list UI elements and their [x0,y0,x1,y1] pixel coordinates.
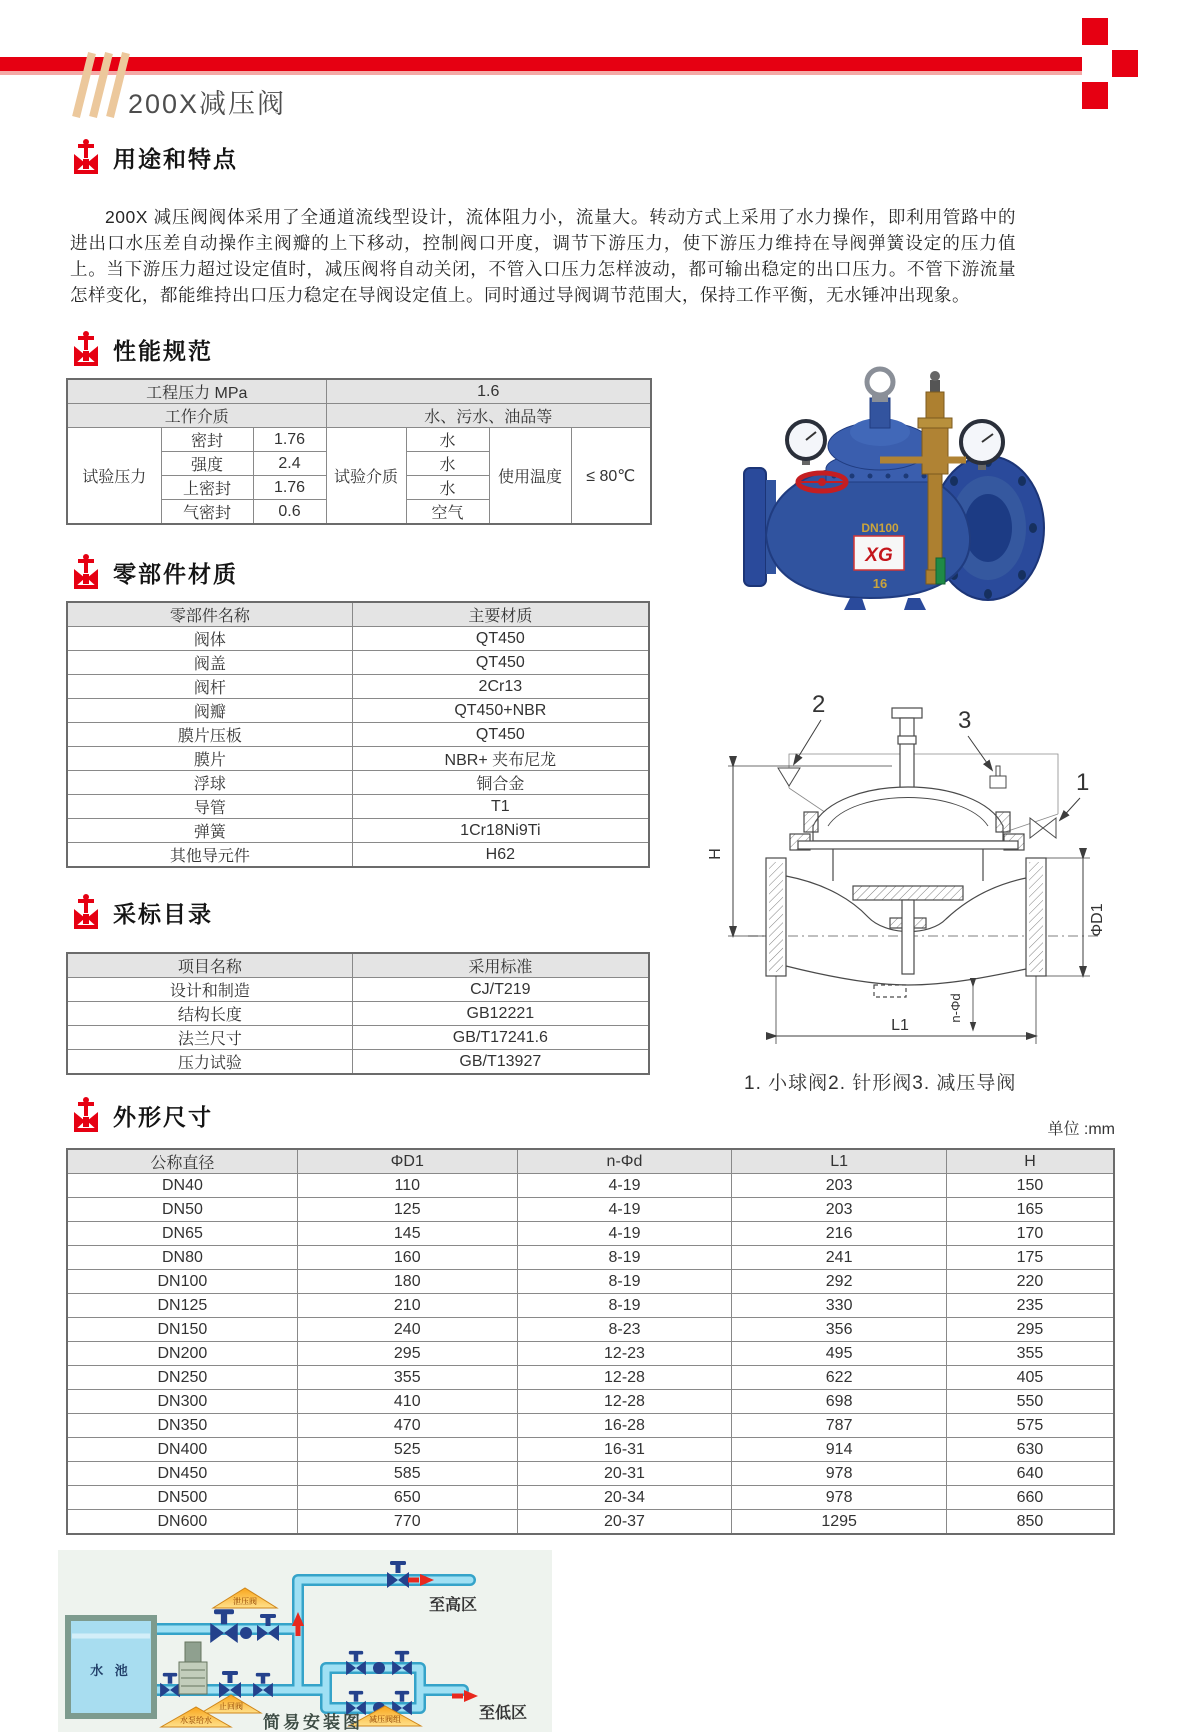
table-cell: 145 [297,1222,517,1246]
table-cell: 575 [946,1414,1114,1438]
table-cell: DN250 [67,1366,297,1390]
installation-caption: 简易安装图 [263,1713,363,1732]
drain-handle [936,558,945,584]
table-cell: 水 [406,428,489,452]
table-cell: 1.76 [253,428,326,452]
table-cell: 20-34 [517,1486,732,1510]
table-cell: DN500 [67,1486,297,1510]
section-dimensions-heading [72,1096,213,1134]
valve-icon [72,893,100,931]
table-cell: 4-19 [517,1222,732,1246]
foot [904,598,926,610]
table-cell: 170 [946,1222,1114,1246]
table-cell: 216 [732,1222,947,1246]
section-performance-heading [72,330,213,368]
table-cell: 295 [946,1318,1114,1342]
table-cell: GB12221 [352,1002,649,1026]
table-row [67,953,649,978]
table-row [67,1198,1114,1222]
table-cell: 650 [297,1486,517,1510]
table-cell: 8-23 [517,1318,732,1342]
table-cell: 165 [946,1198,1114,1222]
table-row [67,1510,1114,1535]
table-row [67,1050,649,1075]
table-cell: ≤ 80℃ [571,428,651,525]
table-cell: DN65 [67,1222,297,1246]
dim-l1: L1 [891,1017,909,1034]
callout-1: 1 [1076,769,1090,796]
table-cell: 110 [297,1174,517,1198]
table-cell: 20-31 [517,1462,732,1486]
table-row [67,747,649,771]
table-cell: 1295 [732,1510,947,1535]
table-cell: 978 [732,1486,947,1510]
to-low-zone-label: 至低区 [478,1705,528,1722]
dim-nd: n-Φd [948,993,963,1023]
table-cell: 8-19 [517,1294,732,1318]
table-cell: 241 [732,1246,947,1270]
table-cell: 640 [946,1462,1114,1486]
table-cell: 355 [946,1342,1114,1366]
column-header: 采用标准 [352,953,649,978]
table-cell: 使用温度 [489,428,571,525]
page-title: 200X减压阀 [128,89,287,119]
table-cell: 150 [946,1174,1114,1198]
table-cell: 203 [732,1174,947,1198]
flag-prv-group: 减压阀组 [369,1715,401,1724]
table-cell: 密封 [161,428,253,452]
column-header: 公称直径 [67,1149,297,1174]
table-cell: 175 [946,1246,1114,1270]
dim-d1: ΦD1 [1089,903,1106,937]
table-cell: DN150 [67,1318,297,1342]
table-cell: 330 [732,1294,947,1318]
table-cell: 0.6 [253,500,326,525]
table-cell: 试验压力 [67,428,161,525]
table-cell: 356 [732,1318,947,1342]
table-cell: 410 [297,1390,517,1414]
table-cell: 工作介质 [67,404,326,428]
table-row [67,978,649,1002]
valve-icon [72,138,100,176]
table-cell: CJ/T219 [352,978,649,1002]
table-row [67,1246,1114,1270]
table-row [67,1294,1114,1318]
table-row [67,404,651,428]
table-cell: 压力试验 [67,1050,352,1075]
table-row [67,1366,1114,1390]
table-cell: 525 [297,1438,517,1462]
logo-text: XG [865,545,893,566]
table-cell: DN200 [67,1342,297,1366]
table-cell: QT450 [352,723,649,747]
table-cell: 8-19 [517,1246,732,1270]
table-cell: 220 [946,1270,1114,1294]
table-cell: QT450 [352,651,649,675]
callout-2: 2 [812,691,826,718]
table-cell: 1.6 [326,379,651,404]
valve-cross-section [748,708,1098,997]
table-cell: 膜片 [67,747,352,771]
table-cell: 设计和制造 [67,978,352,1002]
table-cell: 试验介质 [326,428,406,525]
section-title: 零部件材质 [113,560,238,587]
photo-pn-label: 16 [872,576,888,591]
table-cell: 355 [297,1366,517,1390]
unit-note: 单位 :mm [1047,1121,1115,1138]
table-row [67,1270,1114,1294]
table-cell: DN50 [67,1198,297,1222]
table-cell: 上密封 [161,476,253,500]
section-materials-heading [72,553,238,591]
left-flange [744,468,766,586]
table-cell: 阀体 [67,627,352,651]
column-header: ΦD1 [297,1149,517,1174]
table-cell: NBR+ 夹布尼龙 [352,747,649,771]
table-cell: 850 [946,1510,1114,1535]
table-row [67,1438,1114,1462]
table-cell: 787 [732,1414,947,1438]
tank-label: 水 池 [90,1663,132,1678]
section-title: 用途和特点 [113,145,238,172]
table-cell: DN350 [67,1414,297,1438]
table-cell: 2Cr13 [352,675,649,699]
table-cell: T1 [352,795,649,819]
table-row [67,1174,1114,1198]
table-cell: H62 [352,843,649,868]
table-cell: 强度 [161,452,253,476]
table-cell: QT450+NBR [352,699,649,723]
table-cell: 240 [297,1318,517,1342]
flag-check-valve: 止回阀 [219,1702,243,1711]
table-row [67,627,649,651]
table-cell: 495 [732,1342,947,1366]
table-cell: 阀盖 [67,651,352,675]
column-header: L1 [732,1149,947,1174]
table-cell: 水、污水、油品等 [326,404,651,428]
column-header: 项目名称 [67,953,352,978]
table-cell: 8-19 [517,1270,732,1294]
table-cell: 660 [946,1486,1114,1510]
section-purpose-heading [72,138,238,176]
table-row [67,1149,1114,1174]
header-red-bar [0,57,1082,71]
header-red-bar-shadow [0,71,1082,75]
table-row [67,1026,649,1050]
table-cell: 空气 [406,500,489,525]
table-row [67,843,649,868]
table-row [67,771,649,795]
table-cell: DN300 [67,1390,297,1414]
table-row [67,1222,1114,1246]
table-cell: DN450 [67,1462,297,1486]
callout-3: 3 [958,707,972,734]
table-cell: 浮球 [67,771,352,795]
table-cell: DN400 [67,1438,297,1462]
table-row [67,795,649,819]
column-header: 主要材质 [352,602,649,627]
section-title: 外形尺寸 [113,1103,213,1130]
table-row [67,699,649,723]
table-cell: 180 [297,1270,517,1294]
foot [844,598,866,610]
top-neck [870,398,890,428]
purpose-paragraph: 200X 减压阀阀体采用了全通道流线型设计，流体阻力小，流量大。转动方式上采用了水力操作，即利用管路中的进出口水压差自动操作主阀瓣的上下移动，控制阀口开度，调节下游压力，使下游压力维持在导阀弹簧设定的压力值上。当下游压力超过设定值时，减压阀将自动关闭，不管入口压力怎样波动，都可输出稳定的出口压力。不管下游流量怎样变化，都能维持出口压力稳定在导阀设定值上。同时通过导阀调节范围大，保持工作平衡，无水锤冲出现象。 [70,206,1016,305]
table-cell: 导管 [67,795,352,819]
table-cell: 水 [406,452,489,476]
table-cell: 阀瓣 [67,699,352,723]
table-cell: 水 [406,476,489,500]
dimensions-table [66,1148,1115,1535]
installation-diagram [58,1550,552,1732]
product-photo [730,340,1050,610]
section-standards-heading [72,893,213,931]
section-title: 采标目录 [113,900,213,927]
table-cell: 4-19 [517,1174,732,1198]
table-cell: 295 [297,1342,517,1366]
table-row [67,1486,1114,1510]
materials-table [66,601,650,868]
table-cell: 16-28 [517,1414,732,1438]
valve-icon [72,330,100,368]
table-cell: 16-31 [517,1438,732,1462]
table-cell: QT450 [352,627,649,651]
dim-h: H [707,848,724,860]
table-cell: 其他导元件 [67,843,352,868]
section-title: 性能规范 [113,337,213,364]
table-cell: DN80 [67,1246,297,1270]
table-cell: 弹簧 [67,819,352,843]
flag-relief-valve: 泄压阀 [233,1597,257,1606]
table-row [67,428,651,452]
table-cell: 2.4 [253,452,326,476]
table-row [67,651,649,675]
table-cell: DN40 [67,1174,297,1198]
table-cell: 结构长度 [67,1002,352,1026]
table-cell: GB/T17241.6 [352,1026,649,1050]
table-cell: 1Cr18Ni9Ti [352,819,649,843]
flag-pump: 水泵给水 [180,1716,212,1725]
table-cell: 铜合金 [352,771,649,795]
pressure-gauge-left [787,421,825,465]
column-header: H [946,1149,1114,1174]
table-cell: 770 [297,1510,517,1535]
table-cell: 法兰尺寸 [67,1026,352,1050]
table-cell: 292 [732,1270,947,1294]
table-row [67,819,649,843]
table-cell: 1.76 [253,476,326,500]
checker-square-top [1082,18,1108,45]
table-cell: 160 [297,1246,517,1270]
table-cell: DN125 [67,1294,297,1318]
table-cell: 585 [297,1462,517,1486]
table-cell: 914 [732,1438,947,1462]
technical-drawing [628,636,1182,1064]
table-cell: 气密封 [161,500,253,525]
column-header: n-Φd [517,1149,732,1174]
table-cell: 470 [297,1414,517,1438]
table-cell: DN600 [67,1510,297,1535]
checker-square-bottom [1082,82,1108,109]
table-cell: 12-23 [517,1342,732,1366]
table-row [67,602,649,627]
photo-dn-label: DN100 [861,521,899,535]
checker-square-mid [1112,50,1138,77]
table-cell: 210 [297,1294,517,1318]
table-cell: 203 [732,1198,947,1222]
table-row [67,1342,1114,1366]
table-cell: 978 [732,1462,947,1486]
water-tank [68,1618,154,1716]
table-cell: 12-28 [517,1390,732,1414]
table-row [67,1318,1114,1342]
valve-icon [72,1096,100,1134]
table-cell: 405 [946,1366,1114,1390]
table-cell: 698 [732,1390,947,1414]
table-cell: GB/T13927 [352,1050,649,1075]
table-row [67,1462,1114,1486]
table-cell: 550 [946,1390,1114,1414]
table-cell: 阀杆 [67,675,352,699]
column-header: 零部件名称 [67,602,352,627]
table-cell: 12-28 [517,1366,732,1390]
table-cell: 4-19 [517,1198,732,1222]
table-cell: 膜片压板 [67,723,352,747]
valve-icon [72,553,100,591]
right-flange-bore [964,494,1012,562]
eyebolt [867,369,893,395]
table-row [67,1414,1114,1438]
table-cell: 235 [946,1294,1114,1318]
table-cell: 工程压力 MPa [67,379,326,404]
table-cell: DN100 [67,1270,297,1294]
table-cell: 20-37 [517,1510,732,1535]
table-row [67,675,649,699]
table-row [67,1390,1114,1414]
to-high-zone-label: 至高区 [428,1597,478,1614]
drawing-caption: 1. 小球阀2. 针形阀3. 减压导阀 [744,1073,1017,1094]
table-row [67,379,651,404]
table-row [67,723,649,747]
table-cell: 630 [946,1438,1114,1462]
table-row [67,1002,649,1026]
performance-table [66,378,652,525]
table-cell: 622 [732,1366,947,1390]
standards-table [66,952,650,1075]
table-cell: 125 [297,1198,517,1222]
